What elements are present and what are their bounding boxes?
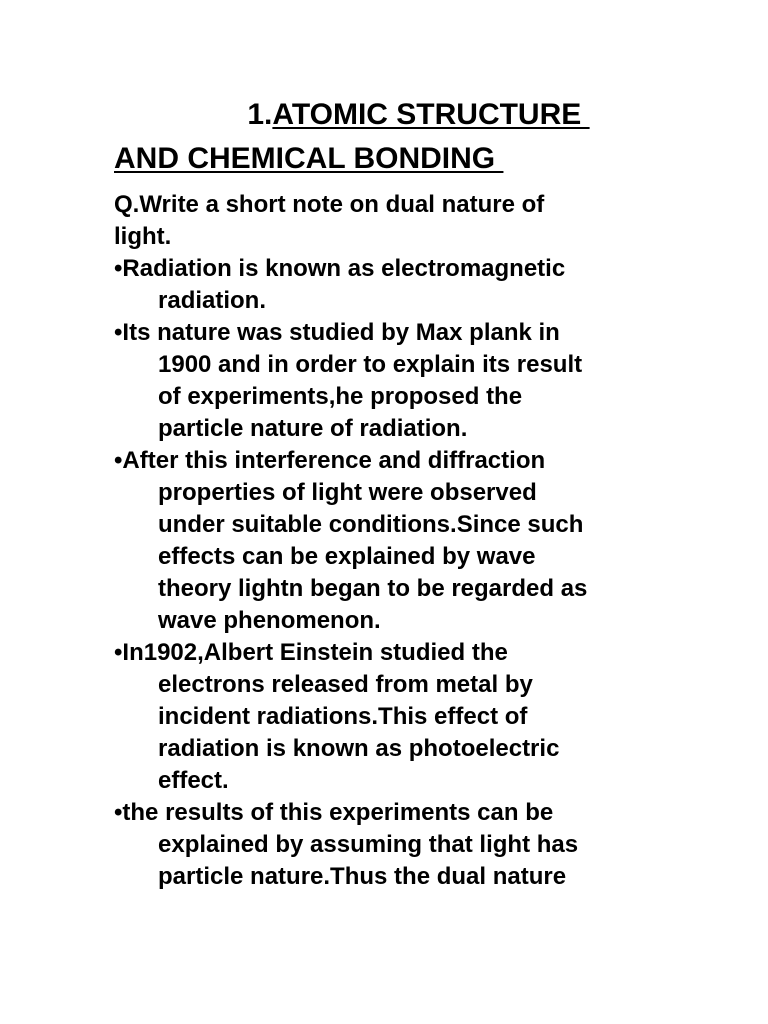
bullet-item [114,317,674,445]
bullet-item [114,797,674,893]
bullet-text: After this interference and diffraction [122,447,546,474]
title-number: 1. [247,98,273,131]
title-line-1: ATOMIC STRUCTURE [272,98,590,131]
bullet-text: Its nature was studied by Max plank in [122,319,560,346]
document-body [114,189,674,893]
bullet-text: particle nature of radiation. [158,415,468,442]
bullet-text: effects can be explained by wave [158,543,536,570]
bullet-text: In1902,Albert Einstein studied the [122,639,508,666]
question-line: light. [114,223,172,250]
question-line: Q.Write a short note on dual nature of [114,191,545,218]
bullet-item [114,253,674,317]
bullet-text: the results of this experiments can be [122,799,554,826]
title-line-2: AND CHEMICAL BONDING [114,142,504,175]
bullet-text: under suitable conditions.Since such [158,511,584,538]
bullet-text: radiation is known as photoelectric [158,735,560,762]
bullet-icon: • [114,447,123,474]
bullet-text: properties of light were observed [158,479,537,506]
bullet-text: theory lightn began to be regarded as [158,575,588,602]
question [114,189,674,253]
bullet-icon: • [114,639,123,666]
document-title [114,93,714,181]
bullet-text: explained by assuming that light has [158,831,579,858]
bullet-list [114,253,674,893]
bullet-item [114,445,674,637]
bullet-text: particle nature.Thus the dual nature [158,863,567,890]
bullet-text: incident radiations.This effect of [158,703,528,730]
bullet-text: electrons released from metal by [158,671,533,698]
bullet-text: 1900 and in order to explain its result [158,351,583,378]
bullet-text: wave phenomenon. [158,607,381,634]
bullet-text: radiation. [158,287,267,314]
bullet-icon: • [114,255,123,282]
bullet-icon: • [114,799,123,826]
bullet-item [114,637,674,797]
bullet-text: of experiments,he proposed the [158,383,523,410]
bullet-text: effect. [158,767,229,794]
bullet-icon: • [114,319,123,346]
bullet-text: Radiation is known as electromagnetic [122,255,566,282]
